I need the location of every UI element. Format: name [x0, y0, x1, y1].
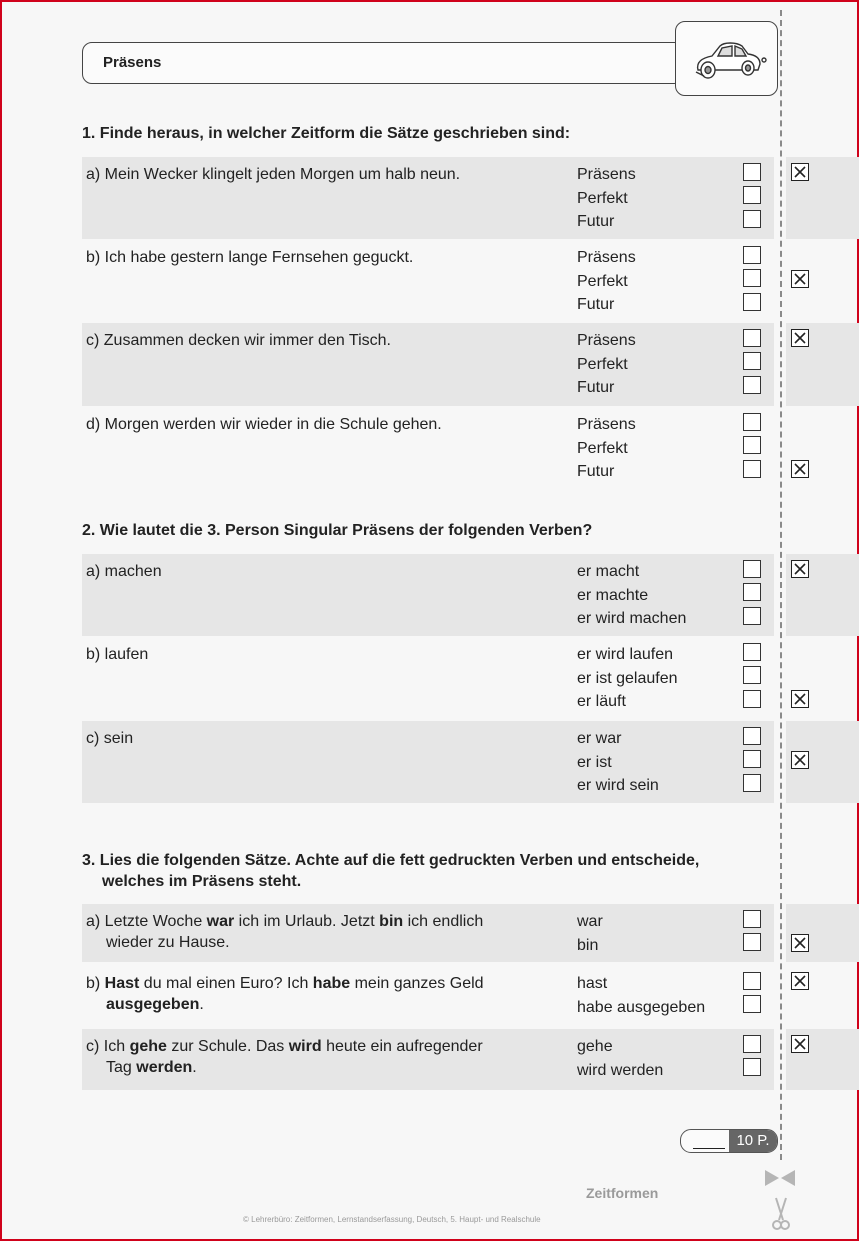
solution-checkbox: [791, 934, 809, 952]
bow-icon: [763, 1168, 797, 1188]
section-1-item-c: [82, 323, 774, 406]
answer-checkbox[interactable]: [743, 750, 761, 768]
option-label: Futur: [577, 379, 615, 396]
title-box: [82, 42, 684, 84]
car-icon: [676, 22, 777, 95]
sentence-fragment: wieder zu Hause.: [106, 934, 230, 951]
sentence-fragment: du mal einen Euro? Ich: [139, 975, 313, 992]
cross-icon: [792, 164, 808, 180]
sentence-fragment: b): [86, 975, 105, 992]
sentence-line: [86, 973, 556, 994]
cross-icon: [792, 691, 808, 707]
answer-checkbox[interactable]: [743, 210, 761, 228]
sentence-text: d) Morgen werden wir wieder in die Schule gehen.: [86, 416, 442, 433]
answer-checkbox[interactable]: [743, 910, 761, 928]
sentence-fragment: ich im Urlaub. Jetzt: [234, 913, 380, 930]
option-label: Perfekt: [577, 439, 628, 457]
option-label: Futur: [577, 463, 615, 480]
answer-checkbox[interactable]: [743, 436, 761, 454]
section-1-item-a: [82, 157, 774, 239]
option-label: er ist gelaufen: [577, 669, 678, 687]
answer-checkbox[interactable]: [743, 1035, 761, 1053]
sentence-text: [86, 1036, 556, 1078]
page-title: Präsens: [103, 54, 162, 71]
cross-icon: [792, 752, 808, 768]
option-label: er war: [577, 730, 622, 747]
section-3-item-c: [82, 1029, 774, 1090]
solution-checkbox: [791, 460, 809, 478]
score-blank[interactable]: [693, 1134, 725, 1149]
sentence-fragment: zur Schule. Das: [166, 1038, 289, 1055]
answer-checkbox[interactable]: [743, 293, 761, 311]
section-2-item-b: [82, 637, 774, 720]
section-3-item-b: [82, 966, 774, 1024]
sentence-text: c) Zusammen decken wir immer den Tisch.: [86, 332, 391, 349]
answer-checkbox[interactable]: [743, 329, 761, 347]
bold-verb: ausgegeben: [106, 996, 200, 1013]
sentence-line: [86, 932, 556, 953]
option-label: gehe: [577, 1038, 613, 1055]
solution-checkbox: [791, 751, 809, 769]
score-box: [680, 1129, 778, 1153]
sentence-text: b) Ich habe gestern lange Fernsehen geguckt.: [86, 249, 414, 266]
scissors-icon: [770, 1196, 792, 1232]
option-label: Perfekt: [577, 189, 628, 207]
option-label: Futur: [577, 296, 615, 313]
section-2-item-c: [82, 721, 774, 803]
answer-checkbox[interactable]: [743, 246, 761, 264]
bold-verb: habe: [312, 975, 351, 992]
answer-checkbox[interactable]: [743, 972, 761, 990]
sentence-fragment: Tag: [106, 1059, 137, 1076]
answer-checkbox[interactable]: [743, 269, 761, 287]
answer-checkbox[interactable]: [743, 1058, 761, 1076]
option-label: er wird machen: [577, 610, 687, 627]
section-1-heading: 1. Finde heraus, in welcher Zeitform die Sätze geschrieben sind:: [82, 125, 571, 142]
sentence-fragment: .: [192, 1059, 197, 1076]
answer-checkbox[interactable]: [743, 727, 761, 745]
section-2-heading: 2. Wie lautet die 3. Person Singular Präsens der folgenden Verben?: [82, 522, 593, 539]
cross-icon: [792, 461, 808, 477]
answer-checkbox[interactable]: [743, 666, 761, 684]
bold-verb: gehe: [129, 1038, 167, 1055]
answer-checkbox[interactable]: [743, 186, 761, 204]
answer-checkbox[interactable]: [743, 460, 761, 478]
cross-icon: [792, 561, 808, 577]
answer-checkbox[interactable]: [743, 933, 761, 951]
bold-verb: Hast: [104, 975, 140, 992]
option-label: Präsens: [577, 332, 636, 349]
section-3-heading: [82, 850, 772, 892]
verb-text: b) laufen: [86, 646, 149, 663]
option-label: hast: [577, 975, 608, 992]
solution-checkbox: [791, 329, 809, 347]
option-label: Perfekt: [577, 355, 628, 373]
footer-credit: © Lehrerbüro: Zeitformen, Lernstandserfassung, Deutsch, 5. Haupt- und Realschule: [243, 1215, 541, 1224]
solution-checkbox: [791, 690, 809, 708]
cross-icon: [792, 271, 808, 287]
bold-verb: war: [206, 913, 235, 930]
option-label: wird werden: [577, 1061, 664, 1079]
sentence-fragment: a) Letzte Woche: [86, 913, 207, 930]
answer-checkbox[interactable]: [743, 690, 761, 708]
answer-checkbox[interactable]: [743, 560, 761, 578]
option-label: Präsens: [577, 249, 636, 266]
bold-verb: bin: [379, 913, 404, 930]
sentence-line: [86, 994, 556, 1015]
answer-checkbox[interactable]: [743, 163, 761, 181]
option-label: er wird laufen: [577, 646, 674, 663]
option-label: er wird sein: [577, 777, 659, 794]
option-label: er läuft: [577, 693, 626, 710]
sentence-line: [86, 911, 556, 932]
sentence-line: [86, 1036, 556, 1057]
cross-icon: [792, 1036, 808, 1052]
section-2-item-a: [82, 554, 774, 636]
section-3-heading-line1: 3. Lies die folgenden Sätze. Achte auf die fett gedruckten Verben und entscheide,: [82, 852, 700, 869]
option-label: war: [577, 913, 603, 930]
bold-verb: wird: [288, 1038, 322, 1055]
answer-checkbox[interactable]: [743, 583, 761, 601]
points-label: 10 P.: [729, 1130, 777, 1152]
sentence-text: [86, 973, 556, 1015]
footer-topic: Zeitformen: [586, 1185, 659, 1201]
option-label: Präsens: [577, 166, 636, 183]
answer-checkbox[interactable]: [743, 774, 761, 792]
sentence-line: [86, 1057, 556, 1078]
option-label: Futur: [577, 213, 615, 230]
section-1-item-d: [82, 407, 774, 490]
sentence-fragment: .: [199, 996, 204, 1013]
option-label: er ist: [577, 753, 612, 771]
solution-checkbox: [791, 1035, 809, 1053]
solution-checkbox: [791, 560, 809, 578]
answer-checkbox[interactable]: [743, 995, 761, 1013]
answer-checkbox[interactable]: [743, 643, 761, 661]
cross-icon: [792, 935, 808, 951]
solution-checkbox: [791, 163, 809, 181]
answer-checkbox[interactable]: [743, 376, 761, 394]
sentence-fragment: c) Ich: [86, 1038, 130, 1055]
option-label: er macht: [577, 563, 640, 580]
sentence-fragment: ich endlich: [403, 913, 484, 930]
verb-text: c) sein: [86, 730, 134, 747]
answer-checkbox[interactable]: [743, 413, 761, 431]
solution-checkbox: [791, 270, 809, 288]
option-label: er machte: [577, 586, 649, 604]
sentence-text: a) Mein Wecker klingelt jeden Morgen um halb neun.: [86, 166, 461, 183]
option-label: Präsens: [577, 416, 636, 433]
option-label: habe ausgegeben: [577, 998, 706, 1016]
bold-verb: werden: [136, 1059, 193, 1076]
section-3-heading-line2: welches im Präsens steht.: [102, 873, 302, 890]
car-icon-box: [675, 21, 778, 96]
solution-checkbox: [791, 972, 809, 990]
cut-line: [780, 10, 782, 1160]
sentence-fragment: heute ein aufregender: [321, 1038, 483, 1055]
cross-icon: [792, 330, 808, 346]
section-3-item-a: [82, 904, 774, 962]
option-label: bin: [577, 936, 599, 954]
sentence-text: [86, 911, 556, 953]
verb-text: a) machen: [86, 563, 162, 580]
cross-icon: [792, 973, 808, 989]
answer-checkbox[interactable]: [743, 607, 761, 625]
sentence-fragment: mein ganzes Geld: [350, 975, 484, 992]
section-1-item-b: [82, 240, 774, 322]
answer-checkbox[interactable]: [743, 352, 761, 370]
option-label: Perfekt: [577, 272, 628, 290]
